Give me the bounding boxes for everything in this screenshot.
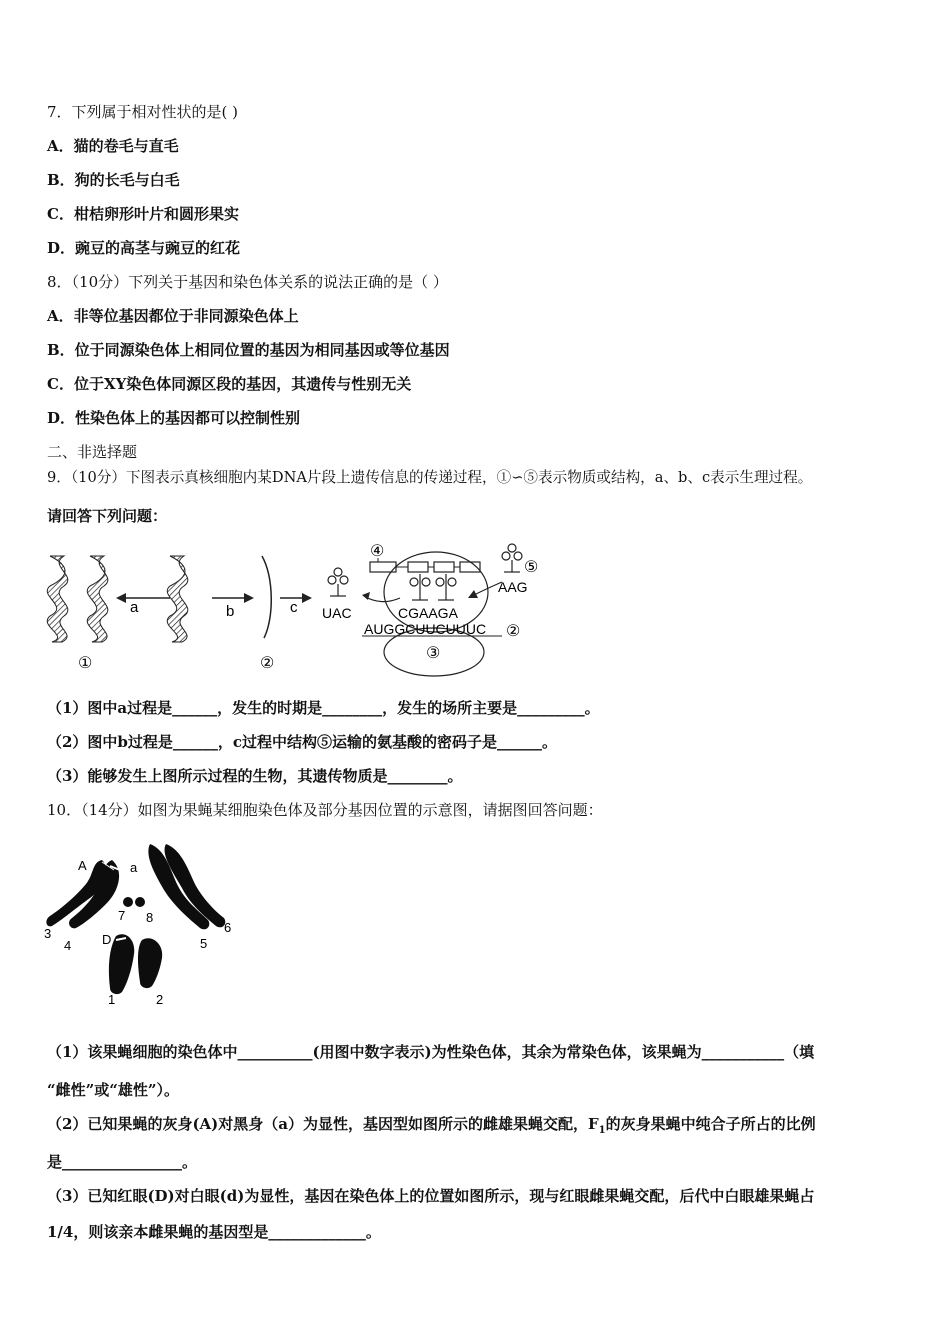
chromosome-2 (138, 938, 162, 988)
q7-option-a: A．猫的卷毛与直毛 (47, 137, 179, 155)
q10-sub3-line1: （3）已知红眼(D)对白眼(d)为显性，基因在染色体上的位置如图所示，现与红眼雌果蝇交配，后代中白眼雄果蝇占 (47, 1187, 815, 1205)
q7-option-b: B．狗的长毛与白毛 (47, 171, 180, 189)
gene-a: a (130, 860, 138, 875)
label-5: 5 (200, 936, 208, 951)
label-b: b (226, 603, 235, 620)
mrna-sequence: AUGGCUUCUUUC (364, 621, 487, 637)
q10-stem: 10．（14分）如图为果蝇某细胞染色体及部分基因位置的示意图，请据图回答问题： (47, 801, 603, 819)
q8-stem: 8．（10分）下列关于基因和染色体关系的说法正确的是（ ） (47, 273, 448, 291)
label-3: 3 (44, 926, 52, 941)
trna-left (328, 568, 348, 596)
label-4: 4 (64, 938, 72, 953)
q10-sub1-line2: “雌性”或“雄性”）。 (47, 1081, 180, 1099)
q7-option-c: C．柑桔卵形叶片和圆形果实 (47, 205, 239, 223)
q10-sub3-line2: 1/4，则该亲本雌果蝇的基因型是_____________。 (47, 1223, 381, 1241)
label-7: 7 (118, 908, 126, 923)
q10-sub2-line1: （2）已知果蝇的灰身(A)对黑身（a）为显性，基因型如图所示的雌雄果蝇交配，$F_1$的灰身果蝇中纯合子所占的比例 (47, 1115, 816, 1136)
mrna-strand (262, 556, 271, 638)
q8-option-c: C．位于XY染色体同源区段的基因，其遗传与性别无关 (47, 375, 412, 393)
chromosome-8 (135, 897, 145, 907)
anticodon-aag: AAG (498, 579, 528, 595)
anticodon-uac: UAC (322, 605, 352, 621)
gene-A: A (78, 858, 87, 873)
trna-right (502, 544, 522, 572)
chromosome-7 (123, 897, 133, 907)
label-2: 2 (156, 992, 164, 1007)
q10-sub1-line1: （1）该果蝇细胞的染色体中__________(用图中数字表示)为性染色体，其余为常染色体，该果蝇为___________（填 (47, 1043, 815, 1061)
gene-D: D (102, 932, 112, 947)
section-heading: 二、非选择题 (47, 443, 138, 461)
label-1: ① (78, 655, 93, 672)
q8-option-a: A．非等位基因都位于非同源染色体上 (47, 307, 299, 325)
q9-stem-continued: 请回答下列问题： (47, 507, 168, 525)
label-c: c (290, 599, 298, 616)
dna-transfer-figure (40, 538, 550, 678)
q9-stem: 9．（10分）下图表示真核细胞内某DNA片段上遗传信息的传递过程，①∽⑤表示物质或结构，a、b、c表示生理过程。 (47, 469, 813, 486)
codons-middle: CGAAGA (398, 605, 458, 621)
q8-option-d: D．性染色体上的基因都可以控制性别 (47, 409, 301, 427)
chromosome-1 (109, 934, 134, 994)
q9-sub3: （3）能够发生上图所示过程的生物，其遗传物质是________。 (47, 767, 463, 785)
label-4: ④ (370, 543, 385, 560)
label-2-right: ② (506, 623, 521, 640)
chromosome-figure (40, 830, 240, 1010)
q8-option-b: B．位于同源染色体上相同位置的基因为相同基因或等位基因 (47, 341, 450, 359)
dna-helix-middle (167, 556, 188, 642)
label-5: ⑤ (524, 559, 539, 576)
dna-helix-left-pair (47, 556, 108, 642)
label-6: 6 (224, 920, 232, 935)
label-2-bottom: ② (260, 655, 275, 672)
q10-sub2-line2: 是________________。 (47, 1153, 198, 1171)
q9-sub2: （2）图中b过程是______，c过程中结构⑤运输的氨基酸的密码子是______。 (47, 733, 558, 751)
q9-sub1: （1）图中a过程是______，发生的时期是________，发生的场所主要是_________。 (47, 699, 600, 717)
q7-option-d: D．豌豆的高茎与豌豆的红花 (47, 239, 241, 257)
label-3: ③ (426, 645, 441, 662)
q7-stem: 7．下列属于相对性状的是( ) (47, 103, 239, 121)
label-a: a (130, 599, 139, 616)
label-8: 8 (146, 910, 154, 925)
label-1: 1 (108, 992, 116, 1007)
